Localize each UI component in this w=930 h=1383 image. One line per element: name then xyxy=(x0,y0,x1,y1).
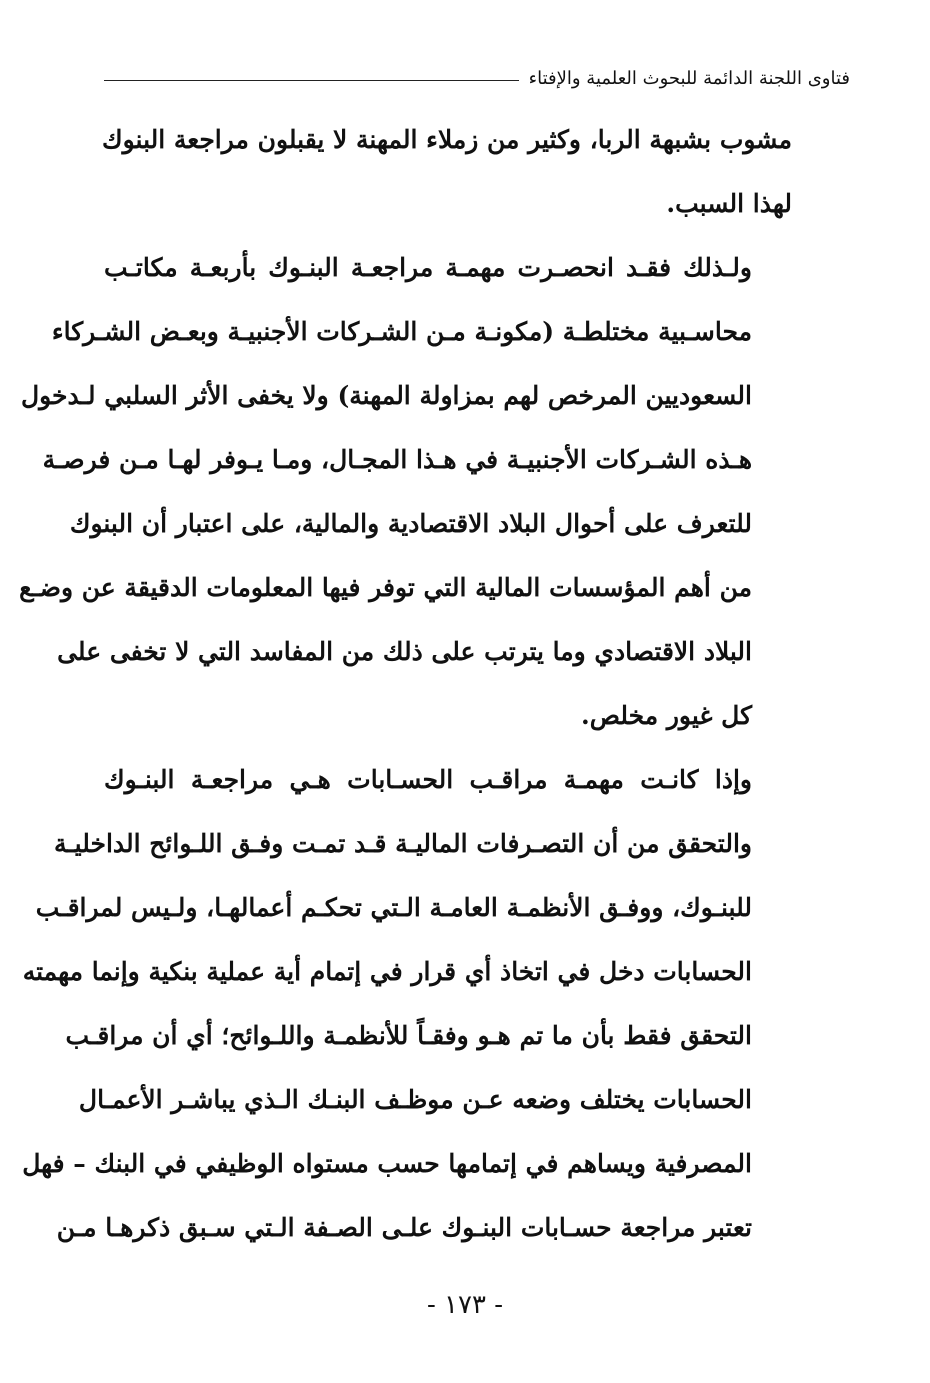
text-line: كل غيور مخلص. xyxy=(581,701,752,730)
text-line: للتعرف على أحوال البلاد الاقتصادية والمالية، على اعتبار أن البنوك xyxy=(69,509,752,538)
body-text xyxy=(19,108,792,1260)
text-line: لهذا السبب. xyxy=(666,189,792,218)
text-line: الحسابات يختلف وضعه عـن موظـف البنـك الـذي يباشـر الأعمـال xyxy=(78,1085,752,1114)
text-line: السعوديين المرخص لهم بمزاولة المهنة) ولا يخفى الأثر السلبي لـدخول xyxy=(20,381,752,410)
text-line: البلاد الاقتصادي وما يترتب على ذلك من المفاسد التي لا تخفى على xyxy=(57,637,752,666)
text-line: للبنـوك، ووفـق الأنظمـة العامـة الـتي تحكـم أعمالهـا، ولـيس لمراقـب xyxy=(35,893,752,922)
text-line: محاسـبية مختلطـة (مكونـة مـن الشـركات الأجنبيـة وبعـض الشـركاء xyxy=(51,317,752,346)
paragraph xyxy=(104,108,792,236)
page-number: - ١٧٣ - xyxy=(426,1290,504,1320)
header-title: فتاوى اللجنة الدائمة للبحوث العلمية والإفتاء xyxy=(528,67,850,89)
text-line: المصرفية ويساهم في إتمامها حسب مستواه الوظيفي في البنك – فهل xyxy=(22,1149,752,1178)
text-line: ولـذلك فقـد انحصـرت مهمـة مراجعـة البنـوك بأربعـة مكاتـب xyxy=(104,253,752,282)
text-line: وإذا كانـت مهمـة مراقـب الحسـابات هـي مراجعـة البنـوك xyxy=(104,765,752,794)
text-line: هـذه الشـركات الأجنبيـة في هـذا المجـال، ومـا يـوفر لهـا مـن فرصـة xyxy=(42,445,752,474)
running-header xyxy=(104,60,850,96)
text-line: من أهم المؤسسات المالية التي توفر فيها المعلومات الدقيقة عن وضـع xyxy=(19,573,752,602)
paragraph xyxy=(22,748,792,1260)
header-rule xyxy=(104,80,519,81)
text-line: مشوب بشبهة الربا، وكثير من زملاء المهنة لا يقبلون مراجعة البنوك xyxy=(102,125,792,154)
text-line: التحقق فقط بأن ما تم هـو وفقـاً للأنظمـة واللـوائح؛ أي أن مراقـب xyxy=(65,1021,752,1050)
text-line: والتحقق من أن التصـرفات الماليـة قـد تمـت وفـق اللـوائح الداخليـة xyxy=(53,829,752,858)
text-line: الحسابات دخل في اتخاذ أي قرار في إتمام أية عملية بنكية وإنما مهمته xyxy=(22,957,752,986)
paragraph xyxy=(19,236,792,748)
text-line: تعتبر مراجعة حسـابات البنـوك علـى الصـفة الـتي سـبق ذكرهـا مـن xyxy=(56,1213,752,1242)
